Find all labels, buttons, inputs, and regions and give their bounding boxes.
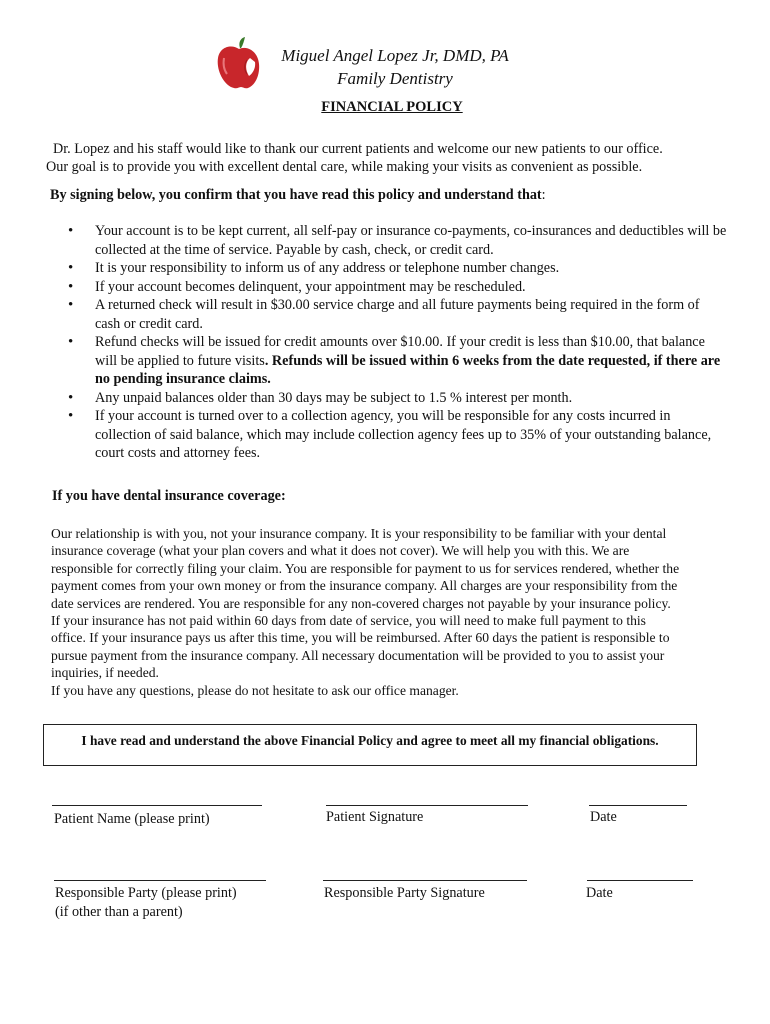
list-item: • It is your responsibility to inform us of any address or telephone number changes. [68,259,728,278]
doctor-name: Miguel Angel Lopez Jr, DMD, PA [281,46,509,65]
practice-name: Family Dentistry [337,69,453,88]
list-item: • Any unpaid balances older than 30 days may be subject to 1.5 % interest per month. [68,389,728,408]
responsible-party-note: (if other than a parent) [55,904,183,920]
date-line-2[interactable] [587,880,693,881]
page-title: FINANCIAL POLICY [321,99,463,115]
patient-signature-label: Patient Signature [326,809,424,825]
patient-name-label: Patient Name (please print) [54,811,210,827]
agreement-box [43,724,697,766]
insurance-paragraph-1: Our relationship is with you, not your insurance company. It is your responsibility to be familiar with your dental insurance coverage (what your plan covers and what it does not cover). We will help you with this. We are responsible for correctly filing your claim. You are responsible for payment to us for services rendered, whether the payment comes from your own money or from the insurance company. All charges are your responsibility from the date services are rendered. You are responsible for any non-covered charges not payable by your insurance policy. [51,526,680,611]
insurance-heading: If you have dental insurance coverage: [52,488,286,504]
policy-list [68,222,728,463]
list-item: • If your account becomes delinquent, your appointment may be rescheduled. [68,278,728,297]
list-item: • A returned check will result in $30.00 service charge and all future payments being required in the form of cash or credit card. [68,296,728,333]
confirm-heading: By signing below, you confirm that you have read this policy and understand that: [50,187,546,203]
date-line-1[interactable] [589,805,687,806]
responsible-signature-label: Responsible Party Signature [324,885,485,901]
list-item: • Your account is to be kept current, all self-pay or insurance co-payments, co-insurances and deductibles will be collected at the time of service. Payable by cash, check, or credit card. [68,222,728,259]
list-item: • If your account is turned over to a collection agency, you will be responsible for any costs incurred in collection of said balance, which may include collection agency fees up to 35% of your outstanding balance, court costs and attorney fees. [68,407,728,463]
insurance-paragraph-2: If your insurance has not paid within 60 days from date of service, you will need to make full payment to this office. If your insurance pays us after this time, you will be reimbursed. After 60 days the patient is responsible to pursue payment from the insurance company. All necessary documentation will be provided to you to assist your inquiries, if needed. [51,613,670,681]
insurance-body [51,525,681,699]
list-item: • Refund checks will be issued for credit amounts over $10.00. If your credit is less than $10.00, that balance will be applied to future visits. Refunds will be issued within 6 weeks from the date requested, if there are no pending insurance claims. [68,333,728,389]
date-label-1: Date [590,809,617,825]
agreement-text: I have read and understand the above Financial Policy and agree to meet all my financial obligations. [81,733,659,748]
patient-name-line[interactable] [52,805,262,806]
responsible-party-label: Responsible Party (please print) [55,885,237,901]
intro-line-1: Dr. Lopez and his staff would like to thank our current patients and welcome our new patients to our office. [53,141,663,157]
insurance-paragraph-3: If you have any questions, please do not hesitate to ask our office manager. [51,682,459,698]
date-label-2: Date [586,885,613,901]
responsible-party-line[interactable] [54,880,266,881]
patient-signature-line[interactable] [326,805,528,806]
intro-line-2: Our goal is to provide you with excellent dental care, while making your visits as convenient as possible. [46,159,643,175]
responsible-signature-line[interactable] [323,880,527,881]
